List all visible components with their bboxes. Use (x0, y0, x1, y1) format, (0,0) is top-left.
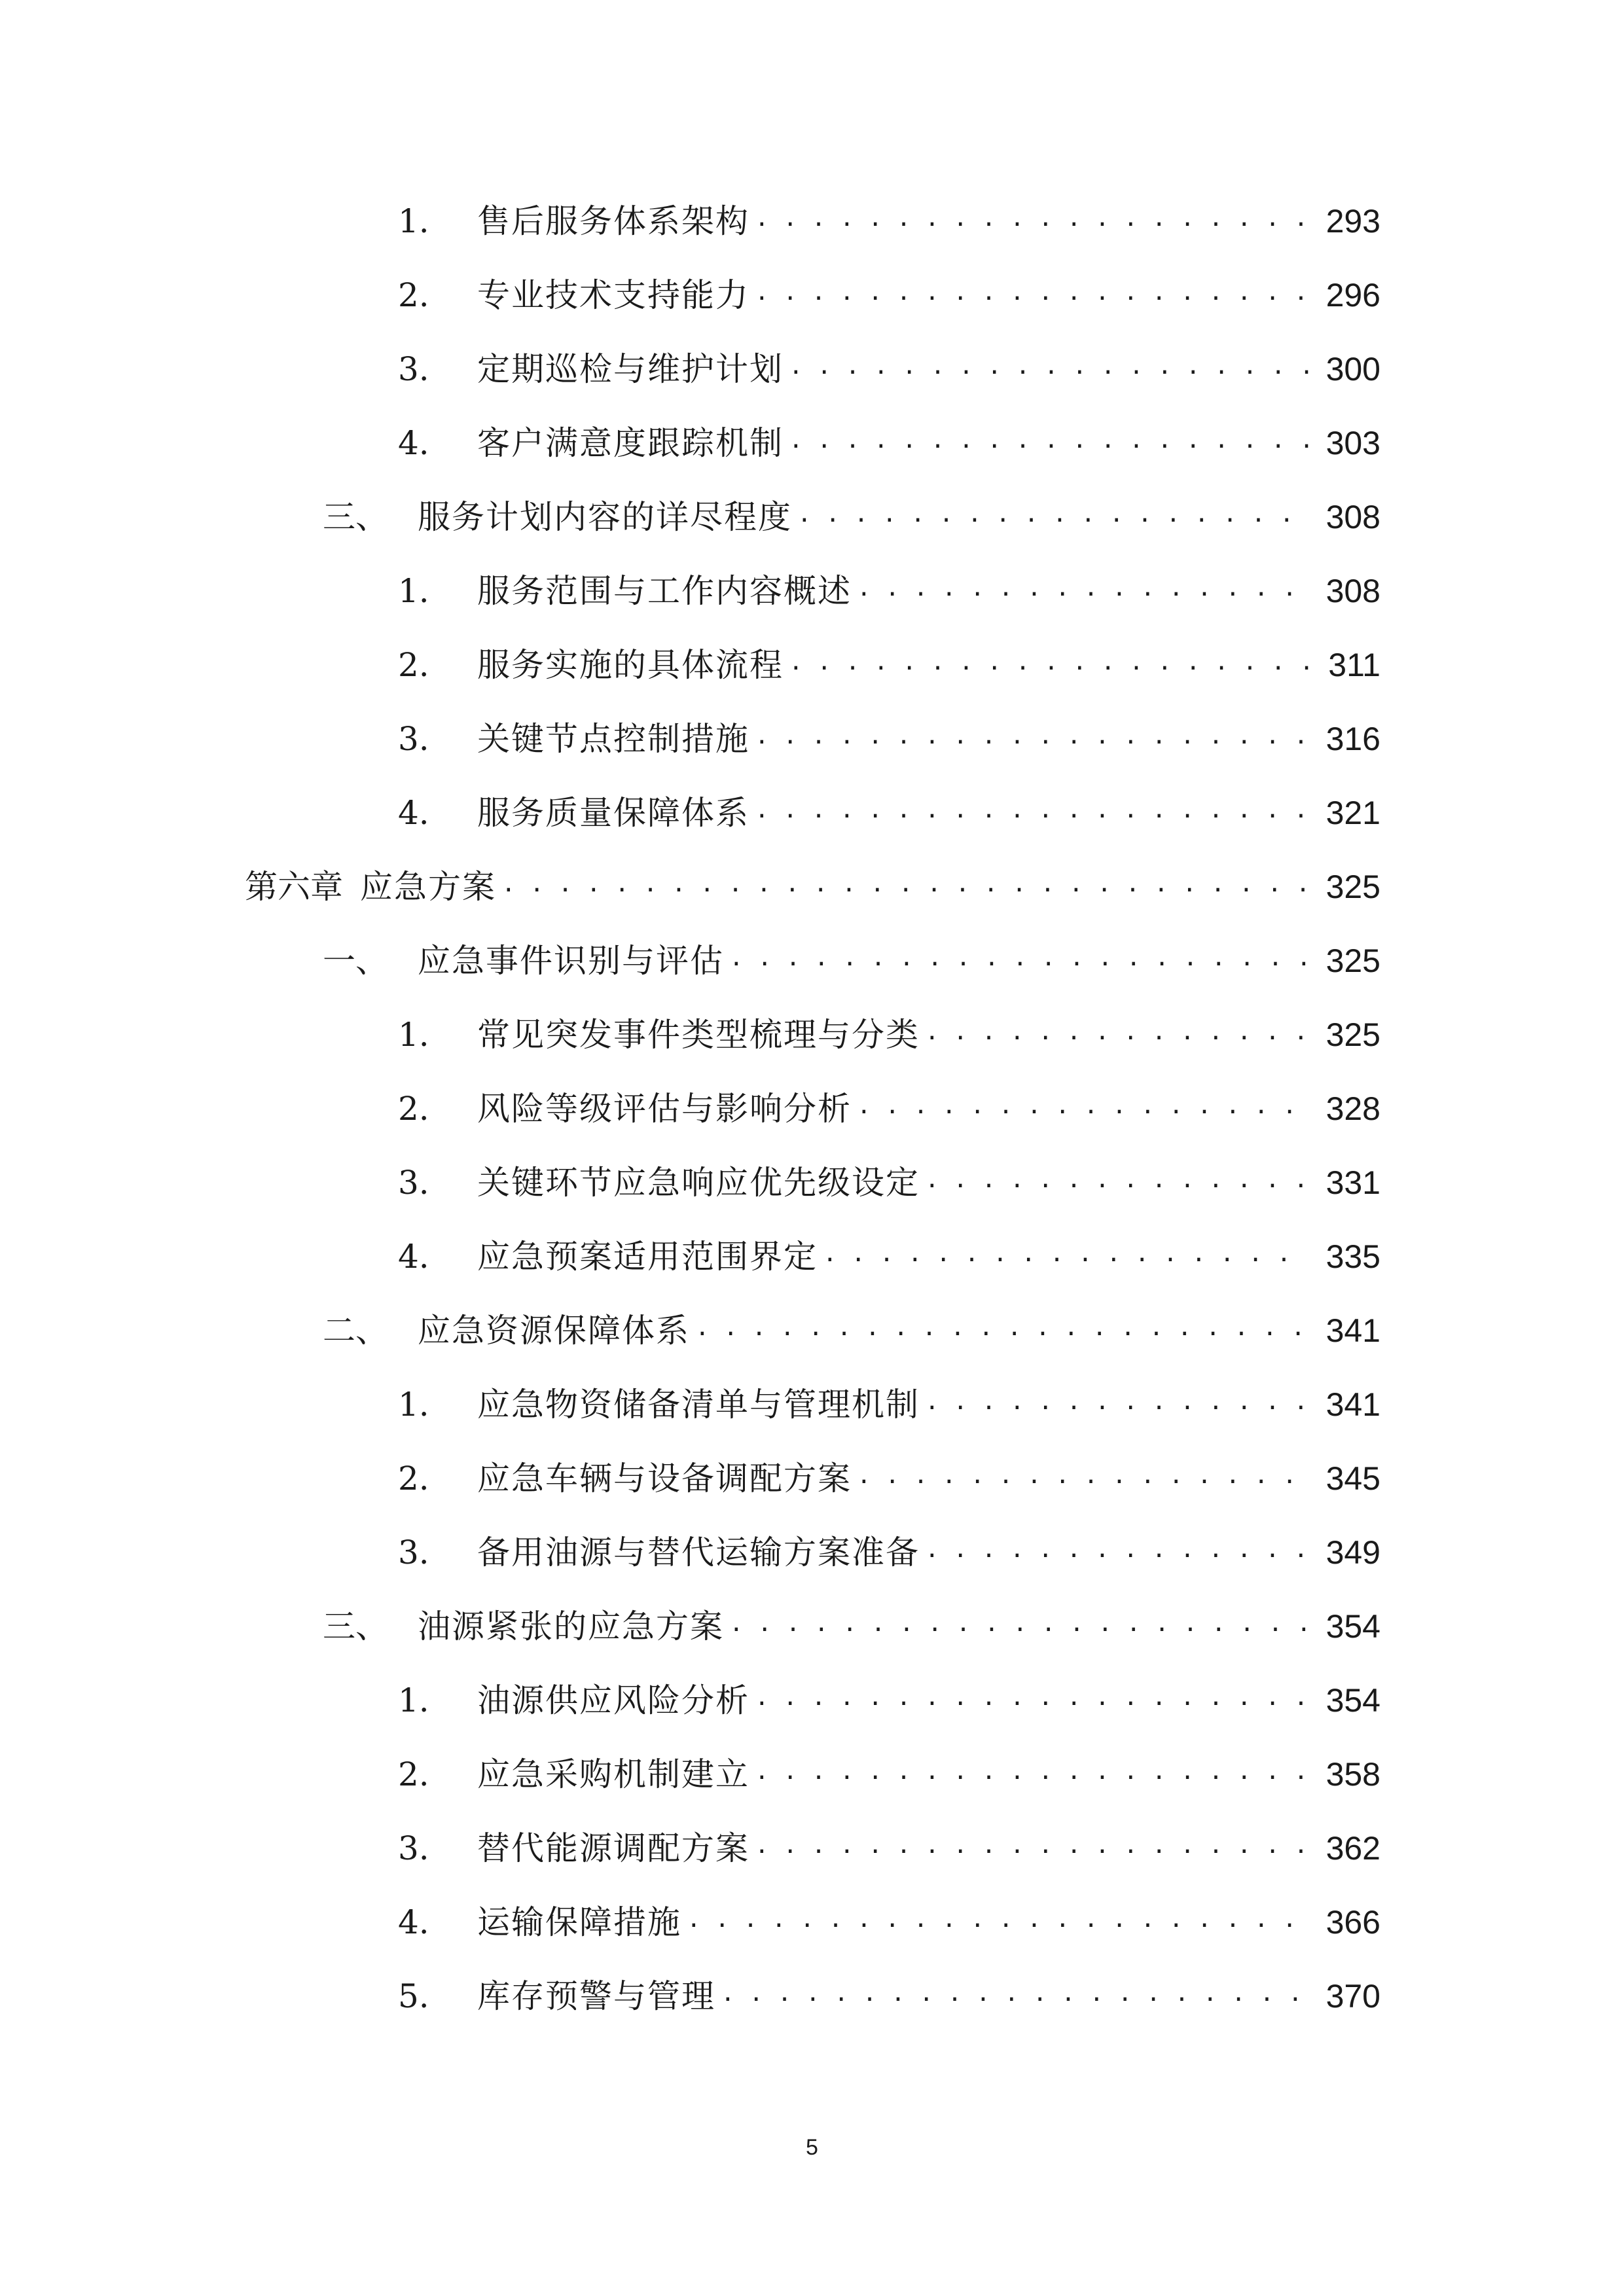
toc-entry-title: 服务计划内容的详尽程度 (418, 498, 792, 536)
toc-entry[interactable] (398, 713, 1380, 765)
toc-entry-title: 应急预案适用范围界定 (477, 1238, 818, 1276)
toc-entry-title: 风险等级评估与影响分析 (477, 1090, 852, 1128)
dot-leader (755, 1672, 1308, 1724)
toc-entry[interactable] (398, 1230, 1380, 1283)
toc-entry-page: 325 (1326, 942, 1380, 979)
toc-section-entry[interactable] (323, 1600, 1380, 1653)
toc-entry-number: 3. (398, 350, 429, 388)
toc-entry-page: 325 (1326, 869, 1380, 905)
toc-entry-page: 366 (1326, 1904, 1380, 1941)
toc-entry-number: 4. (398, 424, 429, 462)
toc-entry[interactable] (398, 1674, 1380, 1727)
toc-entry[interactable] (398, 1452, 1380, 1505)
dot-leader (755, 710, 1308, 762)
toc-entry[interactable] (398, 1009, 1380, 1061)
toc-entry-title: 关键节点控制措施 (477, 720, 749, 758)
toc-entry-page: 328 (1326, 1090, 1380, 1127)
toc-entry-title: 应急事件识别与评估 (418, 942, 724, 980)
toc-entry-number: 3. (398, 720, 429, 758)
toc-entry-page: 311 (1328, 647, 1380, 683)
toc-entry[interactable] (398, 1896, 1380, 1948)
dot-leader (857, 562, 1308, 615)
toc-entry-number: 4. (398, 1238, 429, 1276)
toc-entry-number: 1. (398, 1016, 429, 1054)
dot-leader (721, 1967, 1308, 2020)
toc-entry-page: 321 (1326, 795, 1380, 831)
toc-entry[interactable] (398, 1526, 1380, 1579)
toc-entry[interactable] (398, 1970, 1380, 2022)
toc-entry-number: 1. (398, 202, 429, 240)
toc-chapter-entry[interactable] (245, 861, 1380, 913)
dot-leader (925, 1376, 1308, 1428)
toc-entry-number: 3. (398, 1534, 429, 1571)
toc-entry-page: 358 (1326, 1756, 1380, 1793)
toc-entry-page: 335 (1326, 1238, 1380, 1275)
toc-entry-page: 296 (1326, 277, 1380, 314)
toc-entry-page: 354 (1326, 1608, 1380, 1645)
toc-entry-number: 2. (398, 1460, 429, 1498)
toc-entry[interactable] (398, 1748, 1380, 1801)
dot-leader (789, 340, 1308, 393)
toc-entry-title: 服务范围与工作内容概述 (477, 572, 852, 610)
toc-entry-title: 备用油源与替代运输方案准备 (477, 1534, 920, 1571)
toc-entry-title: 应急方案 (360, 868, 496, 906)
dot-leader (925, 1524, 1308, 1576)
toc-entry-title: 应急车辆与设备调配方案 (477, 1460, 852, 1498)
toc-section-entry[interactable] (323, 491, 1380, 543)
toc-entry[interactable] (398, 417, 1380, 469)
toc-entry-title: 运输保障措施 (477, 1903, 681, 1941)
toc-section-entry[interactable] (323, 935, 1380, 987)
toc-entry-title: 应急采购机制建立 (477, 1755, 749, 1793)
toc-entry-title: 关键环节应急响应优先级设定 (477, 1164, 920, 1202)
toc-entry-number: 2. (398, 1090, 429, 1128)
toc-entry-title: 定期巡检与维护计划 (477, 350, 784, 388)
toc-entry-page: 300 (1326, 351, 1380, 387)
dot-leader (789, 636, 1308, 689)
toc-entry-page: 316 (1326, 721, 1380, 757)
toc-entry-page: 341 (1326, 1312, 1380, 1349)
dot-leader (755, 1746, 1308, 1798)
toc-entry-number: 2. (398, 646, 429, 684)
toc-entry-page: 349 (1326, 1534, 1380, 1571)
toc-entry[interactable] (398, 1157, 1380, 1209)
toc-entry[interactable] (398, 565, 1380, 617)
dot-leader (857, 1450, 1308, 1502)
toc-entry-title: 服务实施的具体流程 (477, 646, 784, 684)
toc-entry-number: 1. (398, 1681, 429, 1719)
dot-leader (925, 1006, 1308, 1058)
dot-leader (797, 488, 1308, 541)
toc-entry-number: 1. (398, 1386, 429, 1424)
toc-entry[interactable] (398, 639, 1380, 691)
toc-entry[interactable] (398, 343, 1380, 395)
dot-leader (729, 932, 1308, 984)
toc-entry-title: 油源紧张的应急方案 (418, 1607, 724, 1645)
toc-entry-number: 4. (398, 794, 429, 832)
dot-leader (687, 1893, 1308, 1946)
dot-leader (755, 784, 1308, 836)
dot-leader (729, 1598, 1308, 1650)
dot-leader (789, 414, 1308, 467)
toc-entry-page: 362 (1326, 1830, 1380, 1867)
toc-entry-number: 3. (398, 1164, 429, 1202)
toc-entry-number: 3. (398, 1829, 429, 1867)
toc-entry-page: 308 (1326, 573, 1380, 609)
toc-entry-number: 2. (398, 276, 429, 314)
toc-entry-number: 1. (398, 572, 429, 610)
toc-entry-number: 2. (398, 1755, 429, 1793)
toc-entry[interactable] (398, 195, 1380, 247)
dot-leader (925, 1154, 1308, 1206)
dot-leader (755, 1820, 1308, 1872)
toc-entry-title: 库存预警与管理 (477, 1977, 715, 2015)
dot-leader (857, 1080, 1308, 1132)
toc-entry[interactable] (398, 1378, 1380, 1431)
toc-entry-title: 专业技术支持能力 (477, 276, 749, 314)
page-number: 5 (806, 2135, 818, 2160)
toc-entry-page: 341 (1326, 1386, 1380, 1423)
toc-entry-title: 油源供应风险分析 (477, 1681, 749, 1719)
dot-leader (755, 192, 1308, 245)
toc-entry-number: 第六章 (245, 868, 343, 906)
toc-entry-title: 替代能源调配方案 (477, 1829, 749, 1867)
toc-entry-number: 5. (398, 1977, 429, 2015)
toc-entry[interactable] (398, 1083, 1380, 1135)
toc-entry-number: 一、 (323, 942, 388, 980)
toc-entry-number: 三、 (323, 498, 388, 536)
toc-entry-page: 345 (1326, 1460, 1380, 1497)
toc-entry[interactable] (398, 269, 1380, 321)
toc-entry-title: 常见突发事件类型梳理与分类 (477, 1016, 920, 1054)
toc-entry-title: 售后服务体系架构 (477, 202, 749, 240)
toc-entry-title: 应急资源保障体系 (418, 1312, 690, 1350)
toc-entry-number: 4. (398, 1903, 429, 1941)
dot-leader (823, 1228, 1308, 1280)
toc-entry-page: 354 (1326, 1682, 1380, 1719)
toc-entry-page: 325 (1326, 1016, 1380, 1053)
toc-entry-page: 303 (1326, 425, 1380, 461)
toc-entry-page: 293 (1326, 203, 1380, 240)
dot-leader (501, 858, 1308, 910)
toc-entry[interactable] (398, 1822, 1380, 1874)
toc-entry-page: 370 (1326, 1978, 1380, 2015)
toc-entry-title: 服务质量保障体系 (477, 794, 749, 832)
toc-entry-page: 331 (1326, 1164, 1380, 1201)
toc-entry-page: 308 (1326, 499, 1380, 535)
dot-leader (695, 1302, 1308, 1354)
toc-entry[interactable] (398, 787, 1380, 839)
dot-leader (755, 266, 1308, 319)
toc-entry-number: 三、 (323, 1607, 388, 1645)
toc-section-entry[interactable] (323, 1304, 1380, 1357)
toc-entry-title: 应急物资储备清单与管理机制 (477, 1386, 920, 1424)
toc-entry-number: 二、 (323, 1312, 388, 1350)
toc-entry-title: 客户满意度跟踪机制 (477, 424, 784, 462)
